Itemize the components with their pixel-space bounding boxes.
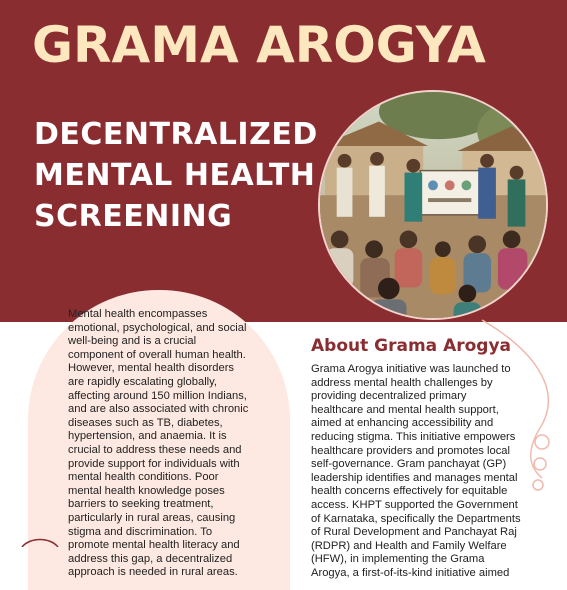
village-gathering-illustration — [320, 92, 546, 318]
intro-line: affecting around 150 million Indians, — [68, 389, 247, 402]
about-line: healthcare providers and promotes local — [311, 444, 510, 457]
intro-line: address this gap, a decentralized — [68, 552, 233, 565]
about-line: reducing stigma. This initiative empowers — [311, 430, 516, 443]
ring-icon — [535, 435, 549, 449]
intro-line: particularly in rural areas, causing — [68, 511, 236, 524]
about-line: Grama Arogya initiative was launched to — [311, 363, 511, 375]
intro-line: promote mental health literacy and — [68, 539, 240, 552]
intro-line: mental health knowledge poses — [68, 484, 225, 497]
community-meeting-photo — [318, 90, 548, 320]
intro-paragraph — [68, 308, 282, 580]
about-line: health concerns effectively for equitable — [311, 485, 508, 498]
about-heading: About Grama Arogya — [311, 336, 512, 356]
intro-line: component of overall human health. — [68, 348, 246, 361]
intro-line: well-being and is a crucial — [68, 335, 197, 348]
ring-icon — [533, 480, 543, 490]
intro-line: hypertension, and anaemia. It is — [68, 430, 227, 443]
about-line: aimed at enhancing accessibility and — [311, 417, 494, 430]
ring-icon — [534, 458, 546, 470]
about-line: of Karnataka, specifically the Departments — [311, 512, 521, 525]
intro-line: approach is needed in rural areas. — [68, 566, 238, 579]
about-line: Arogya, a first-of-its-kind initiative aimed — [311, 566, 510, 579]
intro-line: barriers to seeking treatment, — [68, 498, 214, 511]
page-title: GRAMA AROGYA — [32, 16, 486, 74]
subtitle-line: SCREENING — [34, 199, 233, 234]
about-line: healthcare and mental health support, — [311, 403, 499, 416]
about-line: providing decentralized primary — [311, 390, 467, 403]
about-line: of Rural Development and Panchayat Raj — [311, 526, 517, 539]
about-line: leadership identifies and manages mental — [311, 471, 518, 484]
intro-line: are rapidly escalating globally, — [68, 375, 218, 388]
page-subtitle — [34, 114, 318, 237]
decorative-arc — [20, 535, 60, 547]
about-line: self-governance. Gram panchayat (GP) — [311, 458, 507, 471]
subtitle-line: DECENTRALIZED — [34, 117, 318, 152]
intro-line: and are also associated with chronic — [68, 403, 249, 416]
intro-line: However, mental health disorders — [68, 362, 235, 375]
decorative-curve — [470, 318, 567, 547]
about-line: address mental health challenges by — [311, 376, 493, 389]
subtitle-line: MENTAL HEALTH — [34, 158, 316, 193]
intro-line: crucial to address these needs and — [68, 443, 242, 456]
about-line: access. KHPT supported the Government — [311, 498, 518, 511]
intro-line: Mental health encompasses — [68, 308, 208, 320]
intro-line: diseases such as TB, diabetes, — [68, 416, 223, 429]
intro-line: emotional, psychological, and social — [68, 321, 247, 334]
intro-line: mental health conditions. Poor — [68, 471, 219, 484]
about-line: (RDPR) and Health and Family Welfare — [311, 539, 507, 552]
intro-line: stigma and discrimination. To — [68, 525, 213, 538]
about-line: (HFW), in implementing the Grama — [311, 553, 485, 566]
intro-line: provide support for individuals with — [68, 457, 240, 470]
